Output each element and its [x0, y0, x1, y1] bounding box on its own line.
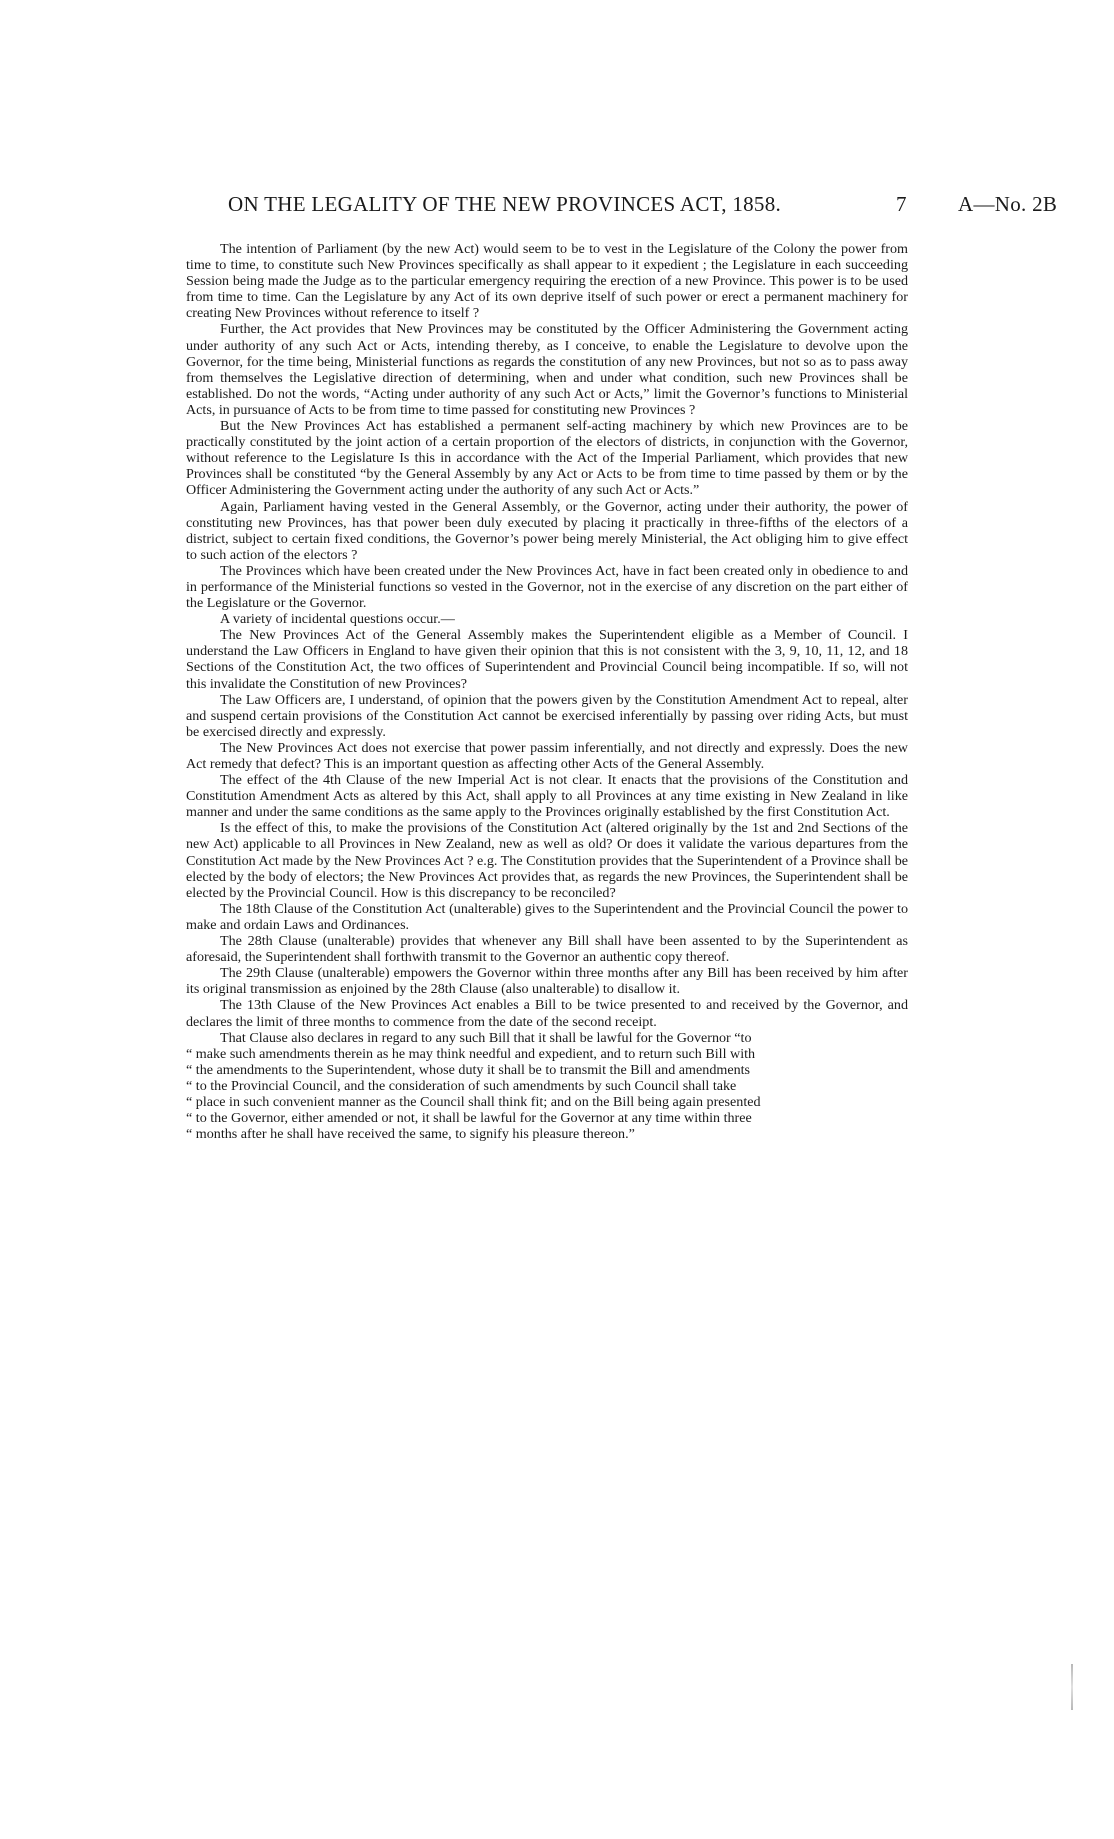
paragraph: The 18th Clause of the Constitution Act (unalterable) gives to the Superintendent and the Provincial Council the power to make and ordain Laws and Ordinances. — [186, 900, 908, 933]
page-title: ON THE LEGALITY OF THE NEW PROVINCES ACT, 1858. — [228, 192, 782, 216]
quote-line: “ the amendments to the Superintendent, whose duty it shall be to transmit the Bill and amendments — [186, 1061, 751, 1078]
paragraph: The 28th Clause (unalterable) provides that whenever any Bill shall have been assented to by the Superintendent as aforesaid, the Superintendent shall forthwith transmit to the Governor an authentic copy thereof. — [186, 933, 908, 966]
document-series-number: A—No. 2B — [958, 192, 1058, 216]
quote-line: “ to the Provincial Council, and the consideration of such amendments by such Council shall take — [186, 1077, 737, 1094]
quote-line: “ place in such convenient manner as the Council shall think fit; and on the Bill being again presented — [186, 1093, 761, 1110]
paragraph: The 13th Clause of the New Provinces Act enables a Bill to be twice presented to and received by the Governor, and declares the limit of three months to commence from the date of the second receipt. — [186, 997, 908, 1030]
quote-line: That Clause also declares in regard to any such Bill that it shall be lawful for the Governor “to — [220, 1029, 752, 1046]
paragraph: The intention of Parliament (by the new Act) would seem to be to vest in the Legislature of the Colony the power from time to time, to constitute such New Provinces specifically as shall appear to it expedient ; the Legislature in each succeeding Session being made the Judge as to the particular emergency requiring the erection of a new Province. This power is to be used from time to time. Can the Legislature by any Act of its own deprive itself of such power or erect a permanent machinery for creating New Provinces without reference to itself ? — [186, 241, 908, 322]
paragraph: The Provinces which have been created under the New Provinces Act, have in fact been created only in obedience to and in performance of the Ministerial functions so vested in the Governor, not in the exercise of any discretion on the part either of the Legislature or the Governor. — [186, 562, 908, 612]
paragraph: The 29th Clause (unalterable) empowers the Governor within three months after any Bill has been received by him after its original transmission as enjoined by the 28th Clause (also unalterable) to disallow it. — [186, 965, 908, 998]
paragraph: The New Provinces Act does not exercise that power passim inferentially, and not directly and expressly. Does the new Act remedy that defect? This is an important question as affecting other Acts of the General Assembly. — [186, 739, 908, 772]
quote-line: “ make such amendments therein as he may think needful and expedient, and to return such Bill with — [186, 1045, 756, 1062]
paragraph: A variety of incidental questions occur.— — [220, 611, 455, 628]
quoted-clause — [186, 1030, 908, 1143]
paragraph: The Law Officers are, I understand, of opinion that the powers given by the Constitution Amendment Act to repeal, alter and suspend certain provisions of the Constitution Act cannot be exercised inferentially by passing over riding Acts, but must be exercised directly and expressly. — [186, 691, 908, 740]
body-text — [186, 241, 908, 1142]
paragraph: Further, the Act provides that New Provinces may be constituted by the Officer Administering the Government acting under authority of any such Act or Acts, intending thereby, as I conceive, to enable the Legislature to devolve upon the Governor, for the time being, Ministerial functions as regards the constitution of any new Provinces, but not so as to pass away from themselves the Legislative direction of determining, when and under what condition, such new Provinces shall be established. Do not the words, “Acting under authority of any such Act or Acts,” limit the Governor’s functions to Ministerial Acts, in pursuance of Acts to be from time to time passed for constituting new Provinces ? — [186, 321, 908, 418]
page-number: 7 — [896, 192, 907, 216]
quote-line: “ months after he shall have received the same, to signify his pleasure thereon.” — [186, 1126, 635, 1143]
paragraph: But the New Provinces Act has established a permanent self-acting machinery by which new Provinces are to be practically constituted by the joint action of a certain proportion of the electors of districts, in conjunction with the Governor, without reference to the Legislature Is this in accordance with the Act of the Imperial Parliament, which provides that new Provinces shall be constituted “by the General Assembly by any Act or Acts to be from time to time passed by them or by the Officer Administering the Government acting under the authority of any such Act or Acts.” — [186, 418, 908, 499]
paragraph: The New Provinces Act of the General Assembly makes the Superintendent eligible as a Member of Council. I understand the Law Officers in England to have given their opinion that this is not consistent with the 3, 9, 10, 11, 12, and 18 Sections of the Constitution Act, the two offices of Superintendent and Provincial Council being incompatible. If so, will not this invalidate the Constitution of new Provinces? — [186, 627, 908, 692]
quote-line: “ to the Governor, either amended or not, it shall be lawful for the Governor at any time within three — [186, 1110, 752, 1127]
paragraph: Again, Parliament having vested in the General Assembly, or the Governor, acting under their authority, the power of constituting new Provinces, has that power been duly executed by placing it practically in three-fifths of the electors of a district, subject to certain fixed conditions, the Governor’s power being merely Ministerial, the Act obliging him to give effect to such action of the electors ? — [186, 498, 908, 563]
paragraph: The effect of the 4th Clause of the new Imperial Act is not clear. It enacts that the provisions of the Constitution and Constitution Amendment Acts as altered by this Act, shall apply to all Provinces at any time existing in New Zealand in like manner and under the same conditions as the same apply to the Provinces originally established by the first Constitution Act. — [186, 772, 908, 821]
paragraph: Is the effect of this, to make the provisions of the Constitution Act (altered originally by the 1st and 2nd Sections of the new Act) applicable to all Provinces in New Zealand, new as well as old? Or does it validate the various departures from the Constitution Act made by the New Provinces Act ? e.g. The Constitution provides that the Superintendent of a Province shall be elected by the body of electors; the New Provinces Act provides that, as regards the new Provinces, the Superintendent shall be elected by the Provincial Council. How is this discrepancy to be reconciled? — [186, 820, 908, 901]
binding-margin-mark — [1071, 1664, 1073, 1710]
